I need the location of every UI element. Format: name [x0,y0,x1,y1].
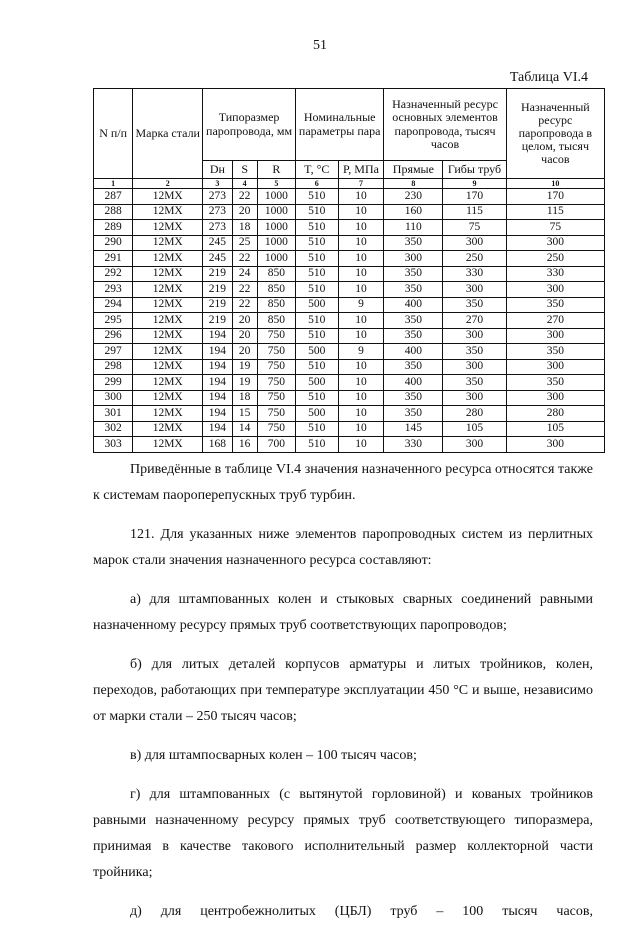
table-cell: 850 [257,313,295,329]
table-cell: 300 [506,390,604,406]
table-row [94,359,605,375]
paragraph-a: а) для штампованных колен и стыковых сварных соединений равными назначенному ресурсу прямых труб соответствующих паропроводов; [93,592,593,633]
table-cell: 22 [232,297,257,313]
table-cell: 10 [338,390,384,406]
table-cell: 219 [203,297,232,313]
table-cell: 300 [506,359,604,375]
table-cell: 22 [232,251,257,267]
table-row [94,437,605,453]
table-cell: 302 [94,421,133,437]
table-row [94,220,605,236]
table-cell: 330 [384,437,443,453]
table-cell: 287 [94,189,133,205]
table-cell: 300 [384,251,443,267]
table-cell: 750 [257,359,295,375]
table-cell: 299 [94,375,133,391]
table-cell: 400 [384,297,443,313]
table-cell: 12МХ [133,282,203,298]
table-cell: 270 [443,313,506,329]
table-cell: 194 [203,328,232,344]
table-cell: 12МХ [133,297,203,313]
table-row [94,235,605,251]
table-cell: 20 [232,204,257,220]
column-number: 6 [295,179,338,189]
table-row [94,266,605,282]
table-row [94,375,605,391]
header-dn: Dн [203,161,232,179]
table-row [94,297,605,313]
table-cell: 510 [295,266,338,282]
table-cell: 294 [94,297,133,313]
table-cell: 350 [506,297,604,313]
table-cell: 400 [384,344,443,360]
table-cell: 219 [203,313,232,329]
table-cell: 250 [506,251,604,267]
body-text [93,457,593,925]
table-cell: 12МХ [133,266,203,282]
table-cell: 300 [443,282,506,298]
column-number: 1 [94,179,133,189]
table-cell: 10 [338,375,384,391]
column-number: 3 [203,179,232,189]
table-cell: 350 [384,390,443,406]
table-cell: 9 [338,297,384,313]
table-cell: 291 [94,251,133,267]
table-cell: 160 [384,204,443,220]
table-cell: 12МХ [133,406,203,422]
column-number: 2 [133,179,203,189]
table-cell: 75 [506,220,604,236]
table-cell: 510 [295,204,338,220]
header-t: T, °C [295,161,338,179]
column-number: 10 [506,179,604,189]
table-cell: 194 [203,421,232,437]
table-row [94,406,605,422]
table-cell: 12МХ [133,344,203,360]
table-cell: 10 [338,421,384,437]
table-cell: 273 [203,220,232,236]
table-cell: 300 [443,359,506,375]
table-cell: 288 [94,204,133,220]
table-row [94,282,605,298]
paragraph-121: 121. Для указанных ниже элементов паропроводных систем из перлитных марок стали значения назначенного ресурса составляют: [93,527,593,568]
table-cell: 750 [257,421,295,437]
page-number: 51 [313,38,327,53]
table-cell: 510 [295,251,338,267]
table-cell: 289 [94,220,133,236]
table-cell: 10 [338,282,384,298]
paragraph-b: б) для литых деталей корпусов арматуры и литых тройников, колен, переходов, работающих при температуре эксплуатации 450 °C и выше, независимо от марки стали – 250 тысяч часов; [93,657,593,724]
table-cell: 510 [295,235,338,251]
table-cell: 12МХ [133,328,203,344]
table-cell: 350 [506,344,604,360]
table-cell: 350 [443,297,506,313]
table-cell: 10 [338,204,384,220]
table-cell: 350 [384,282,443,298]
table-cell: 19 [232,359,257,375]
table-cell: 12МХ [133,421,203,437]
table-cell: 301 [94,406,133,422]
table-cell: 296 [94,328,133,344]
table-cell: 12МХ [133,204,203,220]
table-cell: 14 [232,421,257,437]
table-cell: 250 [443,251,506,267]
table-cell: 19 [232,375,257,391]
table-cell: 1000 [257,235,295,251]
table-cell: 350 [384,328,443,344]
table-cell: 10 [338,313,384,329]
table-cell: 12МХ [133,251,203,267]
column-number: 5 [257,179,295,189]
table-cell: 194 [203,390,232,406]
paragraph-v: в) для штампосварных колен – 100 тысяч часов; [130,748,417,763]
header-bends: Гибы труб [443,161,506,179]
table-cell: 750 [257,375,295,391]
table-cell: 295 [94,313,133,329]
table-cell: 510 [295,359,338,375]
table-cell: 10 [338,220,384,236]
header-steel-grade: Марка стали [133,89,203,179]
header-pipe-size: Типоразмер паропровода, мм [203,89,296,161]
table-cell: 300 [506,328,604,344]
header-element-resource: Назначенный ресурс основных элементов паропровода, тысяч часов [384,89,506,161]
table-cell: 290 [94,235,133,251]
table-cell: 500 [295,297,338,313]
table-cell: 330 [506,266,604,282]
table-cell: 10 [338,359,384,375]
paragraph-d: д) для центробежнолитых (ЦБЛ) труб – 100 тысяч часов, [130,904,593,919]
table-cell: 300 [443,328,506,344]
table-cell: 350 [443,344,506,360]
table-row [94,251,605,267]
table-cell: 500 [295,344,338,360]
table-cell: 298 [94,359,133,375]
table-cell: 1000 [257,220,295,236]
table-cell: 280 [506,406,604,422]
table-cell: 10 [338,437,384,453]
table-cell: 292 [94,266,133,282]
table-cell: 350 [506,375,604,391]
table-cell: 75 [443,220,506,236]
table-cell: 20 [232,313,257,329]
table-row [94,421,605,437]
resource-table [93,88,605,453]
table-cell: 750 [257,344,295,360]
table-cell: 350 [384,266,443,282]
table-cell: 510 [295,313,338,329]
table-cell: 10 [338,406,384,422]
header-s: S [232,161,257,179]
table-cell: 10 [338,235,384,251]
table-cell: 350 [443,375,506,391]
table-cell: 10 [338,266,384,282]
table-cell: 20 [232,344,257,360]
table-cell: 170 [443,189,506,205]
header-steam-params: Номинальные параметры пара [295,89,383,161]
table-cell: 510 [295,390,338,406]
paragraph-note: Приведённые в таблице VI.4 значения назначенного ресурса относятся также к системам паороперепускных труб турбин. [93,462,593,503]
column-number: 7 [338,179,384,189]
table-cell: 350 [384,313,443,329]
paragraph-g: г) для штампованных (с вытянутой горловиной) и кованых тройников равными назначенному ресурсу прямых труб соответствующего типоразмера, принимая в качестве такового исполнительный размер коллекторной части тройника; [93,787,593,880]
table-cell: 1000 [257,251,295,267]
table-cell: 245 [203,251,232,267]
table-cell: 194 [203,344,232,360]
table-cell: 22 [232,282,257,298]
table-cell: 750 [257,406,295,422]
table-cell: 300 [443,437,506,453]
header-total-resource: Назначенный ресурс паропровода в целом, тысяч часов [506,89,604,179]
table-cell: 170 [506,189,604,205]
table-cell: 330 [443,266,506,282]
table-cell: 750 [257,328,295,344]
table-cell: 115 [506,204,604,220]
table-cell: 300 [94,390,133,406]
table-cell: 500 [295,375,338,391]
table-row [94,390,605,406]
table-cell: 12МХ [133,390,203,406]
table-body [94,189,605,453]
table-cell: 273 [203,204,232,220]
table-cell: 10 [338,189,384,205]
table-cell: 293 [94,282,133,298]
table-cell: 219 [203,282,232,298]
table-cell: 270 [506,313,604,329]
table-cell: 168 [203,437,232,453]
table-cell: 12МХ [133,375,203,391]
column-number: 9 [443,179,506,189]
table-cell: 110 [384,220,443,236]
table-cell: 300 [443,235,506,251]
table-cell: 9 [338,344,384,360]
table-cell: 22 [232,189,257,205]
table-cell: 297 [94,344,133,360]
table-caption: Таблица VI.4 [509,70,588,85]
table-cell: 850 [257,266,295,282]
column-number: 8 [384,179,443,189]
table-cell: 18 [232,390,257,406]
table-cell: 219 [203,266,232,282]
table-cell: 850 [257,297,295,313]
table-cell: 194 [203,406,232,422]
table-row [94,328,605,344]
table-cell: 10 [338,328,384,344]
table-cell: 12МХ [133,235,203,251]
table-row [94,189,605,205]
table-cell: 12МХ [133,437,203,453]
table-cell: 750 [257,390,295,406]
table-cell: 400 [384,375,443,391]
header-straight: Прямые [384,161,443,179]
table-cell: 15 [232,406,257,422]
table-cell: 12МХ [133,220,203,236]
column-numbers-row [94,179,605,189]
table-cell: 280 [443,406,506,422]
table-cell: 350 [384,359,443,375]
table-cell: 194 [203,375,232,391]
table-cell: 300 [506,437,604,453]
table-cell: 115 [443,204,506,220]
table-cell: 300 [443,390,506,406]
table-cell: 300 [506,235,604,251]
table-cell: 510 [295,282,338,298]
table-cell: 500 [295,406,338,422]
table-cell: 850 [257,282,295,298]
table-cell: 510 [295,189,338,205]
table-cell: 105 [506,421,604,437]
table-row [94,204,605,220]
table-cell: 10 [338,251,384,267]
table-cell: 1000 [257,189,295,205]
table-cell: 510 [295,220,338,236]
header-p: P, МПа [338,161,384,179]
table-cell: 12МХ [133,313,203,329]
table-cell: 12МХ [133,189,203,205]
table-cell: 700 [257,437,295,453]
column-number: 4 [232,179,257,189]
table-cell: 105 [443,421,506,437]
table-cell: 510 [295,421,338,437]
header-n: N п/п [94,89,133,179]
header-r: R [257,161,295,179]
table-cell: 350 [384,235,443,251]
table-cell: 1000 [257,204,295,220]
table-cell: 24 [232,266,257,282]
table-cell: 510 [295,437,338,453]
table-cell: 16 [232,437,257,453]
table-cell: 18 [232,220,257,236]
table-cell: 12МХ [133,359,203,375]
table-cell: 25 [232,235,257,251]
table-row [94,313,605,329]
table-cell: 303 [94,437,133,453]
table-cell: 245 [203,235,232,251]
table-cell: 20 [232,328,257,344]
table-cell: 194 [203,359,232,375]
table-row [94,344,605,360]
table-cell: 230 [384,189,443,205]
table-cell: 273 [203,189,232,205]
table-cell: 510 [295,328,338,344]
table-cell: 145 [384,421,443,437]
table-cell: 350 [384,406,443,422]
table-cell: 300 [506,282,604,298]
